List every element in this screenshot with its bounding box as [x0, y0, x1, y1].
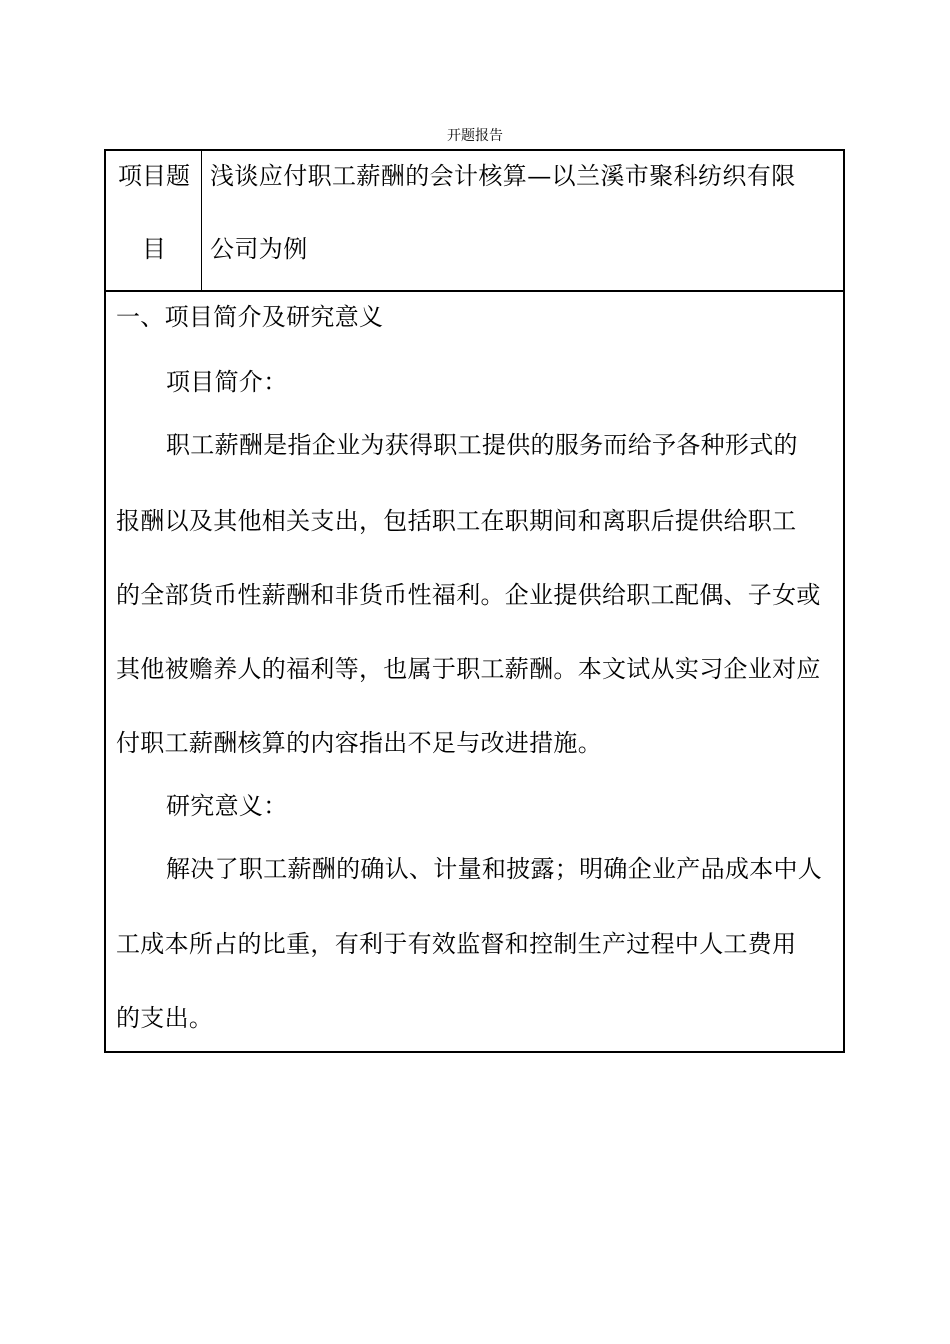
- intro-paragraph-line: 付职工薪酬核算的内容指出不足与改进措施。: [116, 729, 602, 757]
- title-label-line-1: 项目题: [118, 162, 190, 190]
- proposal-table: [104, 149, 845, 1053]
- title-label-cell: [106, 151, 202, 290]
- project-title-line-2: 公司为例: [210, 235, 308, 263]
- section-heading: 一、项目简介及研究意义: [116, 303, 384, 331]
- significance-paragraph-line: 的支出。: [116, 1004, 214, 1032]
- significance-paragraph-line: 解决了职工薪酬的确认、计量和披露；明确企业产品成本中人: [166, 855, 823, 883]
- page-header: 开题报告: [447, 128, 503, 144]
- project-title-line-1: 浅谈应付职工薪酬的会计核算—以兰溪市聚科纺织有限: [210, 162, 796, 190]
- title-label-line-2: 目: [142, 235, 166, 263]
- intro-heading: 项目简介：: [166, 368, 288, 396]
- significance-paragraph-line: 工成本所占的比重，有利于有效监督和控制生产过程中人工费用: [116, 930, 797, 958]
- intro-paragraph-line: 报酬以及其他相关支出，包括职工在职期间和离职后提供给职工: [116, 507, 797, 535]
- title-row: [106, 151, 843, 292]
- intro-paragraph-line: 其他被赡养人的福利等，也属于职工薪酬。本文试从实习企业对应: [116, 655, 821, 683]
- project-title: [210, 161, 840, 307]
- intro-paragraph-line: 的全部货币性薪酬和非货币性福利。企业提供给职工配偶、子女或: [116, 581, 821, 609]
- intro-paragraph-line: 职工薪酬是指企业为获得职工提供的服务而给予各种形式的: [166, 431, 798, 459]
- significance-heading: 研究意义：: [166, 792, 288, 820]
